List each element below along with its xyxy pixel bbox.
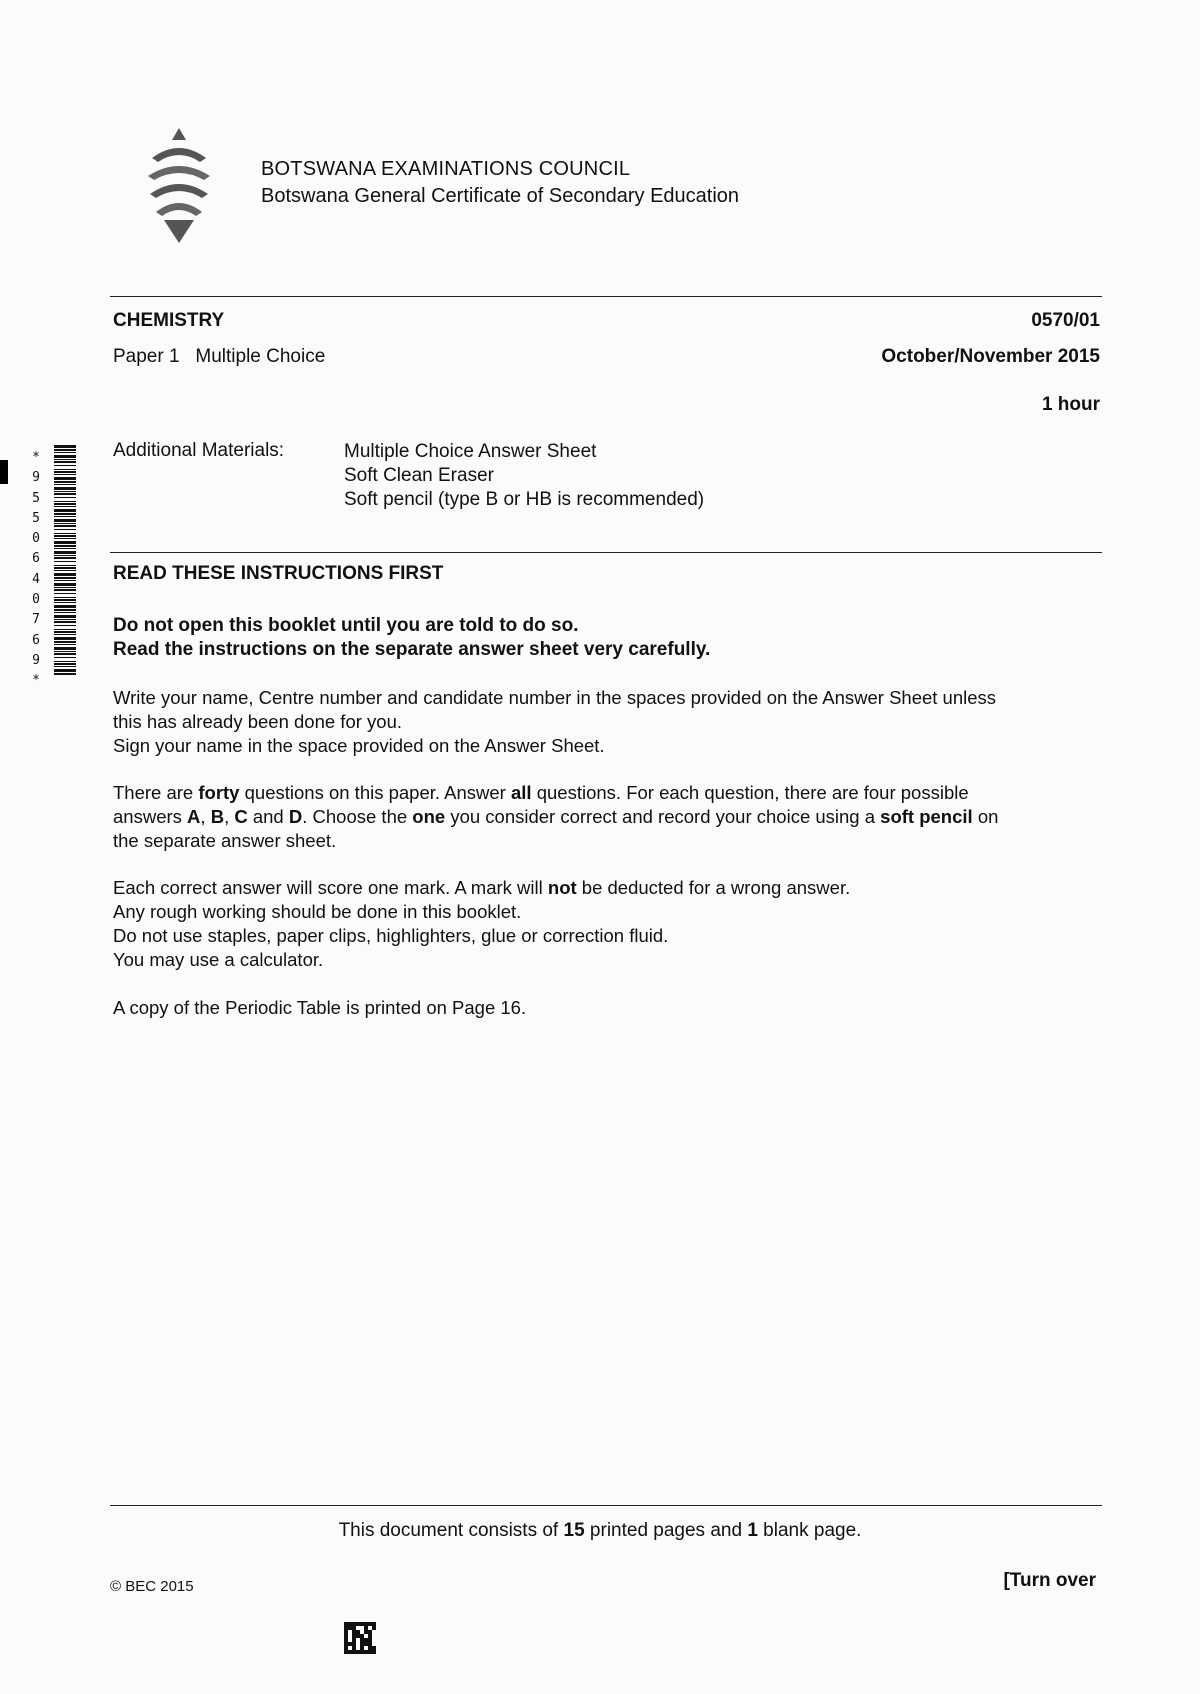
barcode-bar <box>54 647 76 650</box>
barcode-bar <box>54 615 76 618</box>
barcode-bar <box>54 669 76 672</box>
materials-item: Soft pencil (type B or HB is recommended) <box>344 489 705 510</box>
bec-logo-icon <box>142 128 216 243</box>
datamatrix-cell <box>368 1622 372 1626</box>
barcode-bar <box>54 631 76 633</box>
datamatrix-cell <box>372 1622 376 1626</box>
barcode-bar <box>54 529 76 530</box>
datamatrix-cell <box>372 1650 376 1654</box>
divider <box>110 296 1102 297</box>
datamatrix-icon <box>344 1622 376 1654</box>
periodic-table-note: A copy of the Periodic Table is printed on Page 16. <box>113 997 527 1018</box>
text-line: You may use a calculator. <box>113 949 324 970</box>
barcode-bar <box>54 516 76 517</box>
barcode-bar <box>54 597 76 598</box>
barcode-bar <box>54 599 76 601</box>
barcode-bar <box>54 471 76 473</box>
barcode-bar <box>54 491 76 492</box>
datamatrix-cell <box>352 1634 356 1638</box>
barcode-bar <box>54 619 76 620</box>
syllabus-code: 0570/01 <box>1031 310 1100 331</box>
barcode-bar <box>54 653 76 655</box>
text-span: soft pencil <box>880 806 973 827</box>
barcode-bar <box>54 663 76 665</box>
barcode-bar <box>54 484 76 485</box>
barcode-bar <box>54 666 76 667</box>
barcode-bar <box>54 589 76 591</box>
barcode-bar <box>54 573 76 576</box>
datamatrix-cell <box>360 1638 364 1642</box>
barcode-digit: 5 <box>32 490 40 506</box>
barcode-bar <box>54 673 76 675</box>
datamatrix-cell <box>364 1626 368 1630</box>
barcode-bar <box>54 570 76 571</box>
materials-label: Additional Materials: <box>113 440 285 461</box>
barcode-bar <box>54 513 76 515</box>
barcode-bar <box>54 557 76 559</box>
datamatrix-cell <box>348 1626 352 1630</box>
barcode-digit: 0 <box>32 531 40 547</box>
text-span: printed pages and <box>584 1520 748 1541</box>
barcode-bar <box>54 561 76 562</box>
materials-item: Multiple Choice Answer Sheet <box>344 441 597 462</box>
barcode-bar <box>54 455 76 458</box>
instruction-paragraph <box>113 781 1103 853</box>
barcode-bar <box>54 580 76 581</box>
barcode-bar <box>54 523 76 524</box>
text-span: all <box>511 782 532 803</box>
barcode-bar <box>54 545 76 547</box>
datamatrix-cell <box>352 1646 356 1650</box>
text-span: forty <box>198 782 240 803</box>
barcode-bar <box>54 469 76 470</box>
materials-item: Soft Clean Eraser <box>344 465 494 486</box>
datamatrix-cell <box>352 1630 356 1634</box>
text-span: There are <box>113 782 199 803</box>
barcode-bar <box>54 651 76 652</box>
datamatrix-cell <box>348 1642 352 1646</box>
barcode-bar <box>54 452 76 453</box>
barcode-bar <box>54 609 76 611</box>
barcode-icon <box>54 445 76 675</box>
materials-list <box>344 440 704 512</box>
barcode-bar <box>54 541 76 544</box>
datamatrix-cell <box>356 1622 360 1626</box>
text-line <box>113 781 1103 805</box>
datamatrix-cell <box>348 1650 352 1654</box>
barcode-bar <box>54 637 76 640</box>
barcode-bar <box>54 481 76 483</box>
exam-duration: 1 hour <box>1041 394 1100 415</box>
barcode-bar <box>54 577 76 579</box>
datamatrix-cell <box>368 1634 372 1638</box>
scan-mark <box>0 460 8 484</box>
datamatrix-cell <box>364 1630 368 1634</box>
instruction-paragraph <box>113 876 1103 972</box>
text-span: one <box>412 806 446 827</box>
barcode-digit: 6 <box>32 632 40 648</box>
text-span: 1 <box>747 1520 758 1541</box>
datamatrix-cell <box>364 1622 368 1626</box>
barcode-digit: 5 <box>32 510 40 526</box>
text-line: the separate answer sheet. <box>113 830 337 851</box>
barcode-digit: 6 <box>32 551 40 567</box>
text-span: you consider correct and record your choice using a <box>445 806 881 827</box>
barcode-bar <box>54 612 76 613</box>
barcode-bar <box>54 509 76 512</box>
text-span: . Choose the <box>302 806 413 827</box>
text-span: A <box>187 806 201 827</box>
page-count-note <box>0 1520 1200 1542</box>
text-span: be deducted for a wrong answer. <box>576 877 851 898</box>
barcode-bar <box>54 535 76 537</box>
turn-over-label: [Turn over <box>1003 1570 1096 1591</box>
datamatrix-cell <box>344 1650 348 1654</box>
datamatrix-cell <box>368 1630 372 1634</box>
barcode-digit: 9 <box>32 652 40 668</box>
text-span: C <box>234 806 248 827</box>
datamatrix-cell <box>348 1622 352 1626</box>
barcode-digits <box>28 448 44 692</box>
barcode-bar <box>54 634 76 635</box>
datamatrix-cell <box>364 1650 368 1654</box>
barcode-bar <box>54 506 76 507</box>
barcode-bar <box>54 533 76 534</box>
datamatrix-cell <box>368 1650 372 1654</box>
datamatrix-cell <box>360 1622 364 1626</box>
text-span: questions on this paper. Answer <box>239 782 511 803</box>
text-span: not <box>547 877 577 898</box>
datamatrix-cell <box>356 1630 360 1634</box>
datamatrix-cell <box>352 1626 356 1630</box>
text-line <box>113 805 1103 829</box>
text-span: Each correct answer will score one mark. A mark will <box>113 877 548 898</box>
datamatrix-cell <box>360 1634 364 1638</box>
datamatrix-cell <box>344 1634 348 1638</box>
barcode-bar <box>54 519 76 522</box>
text-span: 15 <box>563 1520 585 1541</box>
instruction-bold-line: Do not open this booklet until you are told to do so. <box>113 615 579 636</box>
barcode-bar <box>54 501 76 502</box>
datamatrix-cell <box>344 1646 348 1650</box>
barcode-bar <box>54 644 76 645</box>
barcode-bar <box>54 587 76 588</box>
barcode-bar <box>54 548 76 549</box>
divider <box>110 552 1102 553</box>
datamatrix-cell <box>352 1638 356 1642</box>
barcode-bar <box>54 567 76 569</box>
barcode-bar <box>54 661 76 662</box>
barcode-bar <box>54 474 76 475</box>
barcode-bar <box>54 565 76 566</box>
copyright: © BEC 2015 <box>110 1578 194 1595</box>
datamatrix-cell <box>344 1626 348 1630</box>
subject-title: CHEMISTRY <box>113 310 225 331</box>
text-span: This document consists of <box>338 1520 564 1541</box>
datamatrix-cell <box>364 1638 368 1642</box>
text-line: Do not use staples, paper clips, highlighters, glue or correction fluid. <box>113 925 669 946</box>
datamatrix-cell <box>368 1638 372 1642</box>
text-line: this has already been done for you. <box>113 711 402 732</box>
datamatrix-cell <box>352 1650 356 1654</box>
barcode-bar <box>54 629 76 630</box>
datamatrix-cell <box>372 1646 376 1650</box>
barcode-bar <box>54 551 76 554</box>
text-line <box>113 876 1103 900</box>
organisation-name: BOTSWANA EXAMINATIONS COUNCIL <box>261 158 631 180</box>
barcode-bar <box>54 503 76 505</box>
barcode-bar <box>54 605 76 608</box>
barcode-digit: 0 <box>32 592 40 608</box>
instructions-heading: READ THESE INSTRUCTIONS FIRST <box>113 563 444 584</box>
barcode-bar <box>54 657 76 658</box>
text-span: , <box>200 806 211 827</box>
datamatrix-cell <box>360 1650 364 1654</box>
datamatrix-cell <box>368 1646 372 1650</box>
datamatrix-cell <box>352 1642 356 1646</box>
barcode-bar <box>54 445 76 448</box>
datamatrix-cell <box>352 1622 356 1626</box>
datamatrix-cell <box>360 1646 364 1650</box>
barcode-bar <box>54 497 76 498</box>
datamatrix-cell <box>344 1630 348 1634</box>
text-span: questions. For each question, there are four possible <box>531 782 969 803</box>
barcode-bar <box>54 493 76 495</box>
paper-title: Paper 1 Multiple Choice <box>113 346 326 367</box>
barcode-digit: * <box>32 673 40 689</box>
text-span: and <box>247 806 289 827</box>
barcode-bar <box>54 593 76 594</box>
text-line: Sign your name in the space provided on the Answer Sheet. <box>113 735 605 756</box>
barcode-digit: 4 <box>32 571 40 587</box>
barcode-bar <box>54 625 76 626</box>
barcode-bar <box>54 461 76 463</box>
text-span: B <box>210 806 225 827</box>
text-span: D <box>288 806 303 827</box>
barcode-digit: 9 <box>32 470 40 486</box>
barcode-bar <box>54 465 76 466</box>
datamatrix-cell <box>344 1622 348 1626</box>
datamatrix-cell <box>344 1638 348 1642</box>
barcode-bar <box>54 641 76 643</box>
text-span: answers <box>113 806 188 827</box>
barcode-bar <box>54 621 76 623</box>
barcode-bar <box>54 459 76 460</box>
datamatrix-cell <box>364 1642 368 1646</box>
datamatrix-cell <box>360 1642 364 1646</box>
text-span: on <box>972 806 999 827</box>
instruction-bold-line: Read the instructions on the separate answer sheet very carefully. <box>113 639 711 660</box>
instruction-paragraph <box>113 686 1103 758</box>
datamatrix-cell <box>356 1634 360 1638</box>
text-line: Any rough working should be done in this booklet. <box>113 901 522 922</box>
text-span: , <box>224 806 235 827</box>
barcode-bar <box>54 583 76 586</box>
barcode-bar <box>54 525 76 527</box>
barcode-bar <box>54 477 76 480</box>
datamatrix-cell <box>368 1642 372 1646</box>
exam-session: October/November 2015 <box>881 346 1100 367</box>
barcode-bar <box>54 449 76 451</box>
barcode-bar <box>54 602 76 603</box>
barcode-bar <box>54 555 76 556</box>
divider <box>110 1505 1102 1506</box>
qualification-name: Botswana General Certificate of Secondary Education <box>261 185 740 207</box>
barcode-bar <box>54 538 76 539</box>
barcode-bar <box>54 487 76 490</box>
datamatrix-cell <box>356 1650 360 1654</box>
text-span: blank page. <box>757 1520 862 1541</box>
barcode-digit: * <box>32 450 40 465</box>
barcode-digit: 7 <box>32 612 40 628</box>
text-line: Write your name, Centre number and candidate number in the spaces provided on the Answer Sheet unless <box>113 687 997 708</box>
datamatrix-cell <box>344 1642 348 1646</box>
datamatrix-cell <box>372 1626 376 1630</box>
